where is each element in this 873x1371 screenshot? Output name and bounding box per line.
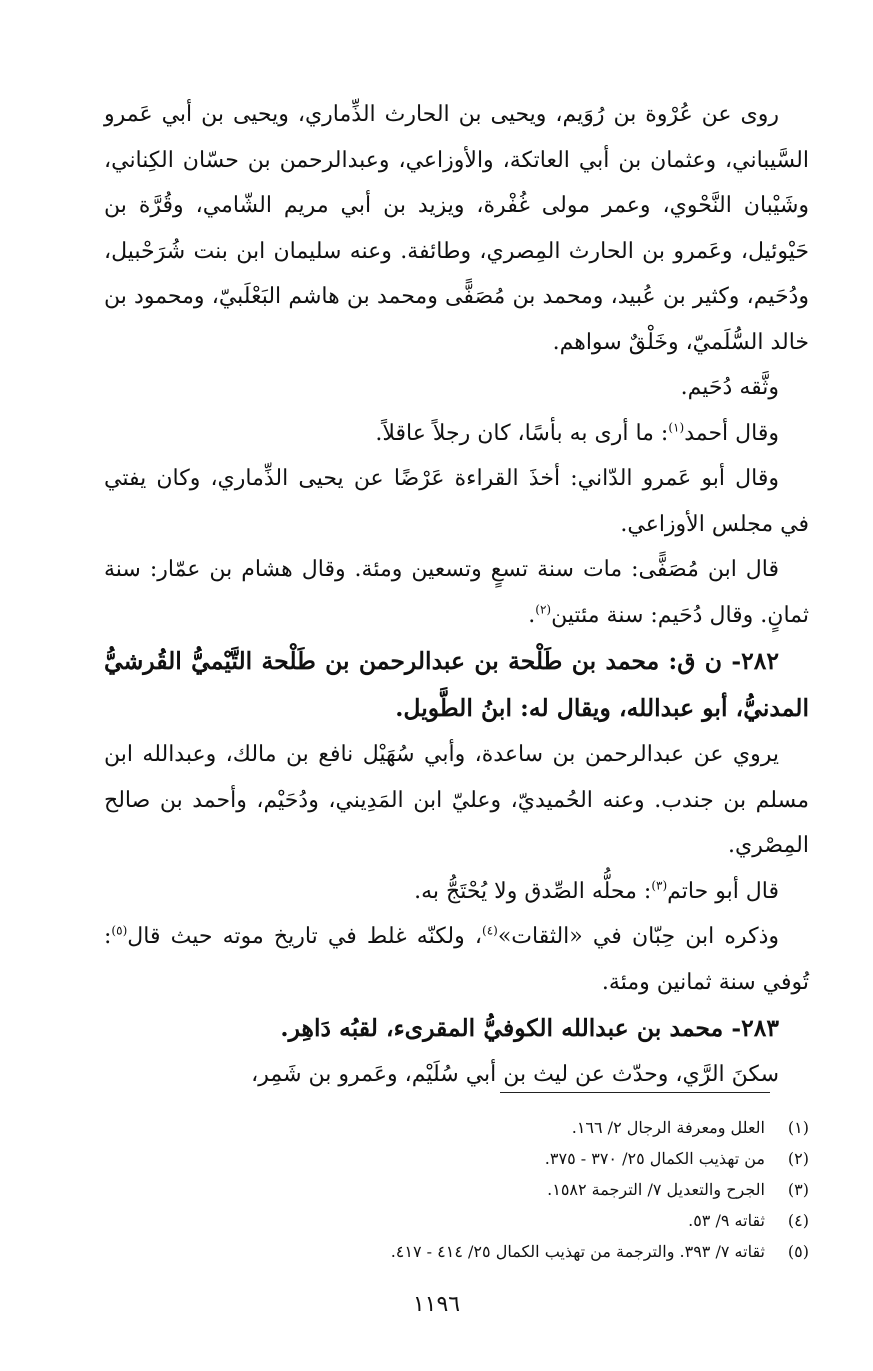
footnote-ref: (٥) <box>111 923 128 938</box>
footnotes <box>104 1112 809 1267</box>
entry-heading-283: ٢٨٣- محمد بن عبدالله الكوفيُّ المقرىء، لقبُه دَاهِر. <box>280 1014 779 1042</box>
footnote-text: العلل ومعرفة الرجال ٢/ ١٦٦. <box>571 1118 765 1137</box>
footnote-number: (٤) <box>787 1211 809 1230</box>
paragraph-text-cont: : تُوفي سنة ثمانين ومئة. <box>104 924 809 995</box>
paragraph-narrators: روى عن عُرْوة بن رُوَيم، ويحيى بن الحارث الذِّماري، ويحيى بن أبي عَمرو السَّيباني، وعثمان بن أبي العاتكة، والأوزاعي، وعبدالرحمن بن حسّان الكِناني، وشَيْبان النَّحْوي، وعمر مولى غُفْرة، ويزيد بن أبي مريم الشّامي، وقُرَّة بن حَيْوئيل، وعَمرو بن الحارث المِصري، وطائفة. وعنه سليمان ابن بنت شُرَحْبيل، ودُحَيم، وكثير بن عُبيد، ومحمد بن مُصَفًّى ومحمد بن هاشم البَعْلَبيّ، ومحمود بن خالد السُّلَميّ، وخَلْقٌ سواهم. <box>104 102 809 355</box>
footnote-text: ثقاته ٩/ ٥٣. <box>688 1211 765 1230</box>
footnote-ref: (١) <box>668 420 685 435</box>
main-text <box>104 92 809 1098</box>
footnote-ref: (٢) <box>535 602 552 617</box>
paragraph-text-cont: ، ولكنّه غلط في تاريخ موته حيث قال <box>127 924 482 949</box>
footnote-number: (١) <box>787 1118 809 1137</box>
paragraph-text: وقال أحمد <box>684 420 779 446</box>
footnote-text: من تهذيب الكمال ٢٥/ ٣٧٠ - ٣٧٥. <box>544 1149 765 1168</box>
footnote-item <box>104 1174 809 1205</box>
footnote-item <box>104 1205 809 1236</box>
paragraph-abu-hatim <box>104 869 809 915</box>
paragraph-residence: سكنَ الرَّي، وحدّث عن ليث بن أبي سُلَيْم، وعَمرو بن شَمِر، <box>251 1062 779 1087</box>
footnote-number: (٣) <box>787 1180 809 1199</box>
paragraph-death-date <box>104 547 809 638</box>
footnote-item <box>104 1143 809 1174</box>
entry-heading-282: ٢٨٢- ن ق: محمد بن طَلْحة بن عبدالرحمن بن طَلْحة التَّيْميُّ القُرشيُّ المدنيُّ، أبو عبدالله، ويقال له: ابنُ الطَّويل. <box>104 647 809 722</box>
footnote-number: (٥) <box>787 1242 809 1261</box>
footnote-text: ثقاته ٧/ ٣٩٣. والترجمة من تهذيب الكمال ٢٥/ ٤١٤ - ٤١٧. <box>390 1242 765 1261</box>
footnote-divider <box>500 1092 770 1093</box>
paragraph-dani: وقال أبو عَمرو الدّاني: أخذَ القراءة عَرْضًا عن يحيى الذِّماري، وكان يفتي في مجلس الأوزاعي. <box>104 466 809 537</box>
paragraph-tawthiq: وثَّقه دُحَيم. <box>680 375 779 400</box>
footnote-ref: (٣) <box>651 878 668 893</box>
paragraph-text: قال أبو حاتم <box>667 878 779 904</box>
page-number: ١١٩٦ <box>412 1292 461 1317</box>
paragraph-text-cont: : ما أرى به بأسًا، كان رجلاً عاقلاً. <box>375 420 669 446</box>
footnote-number: (٢) <box>787 1149 809 1168</box>
paragraph-text: قال ابن مُصَفًّى: مات سنة تسعٍ وتسعين ومئة. وقال هشام بن عمّار: سنة ثمانٍ. وقال دُحَيم: سنة مئتين <box>104 557 809 628</box>
footnote-text: الجرح والتعديل ٧/ الترجمة ١٥٨٢. <box>547 1180 765 1199</box>
footnote-ref: (٤) <box>482 923 498 938</box>
footnote-item <box>104 1236 809 1267</box>
paragraph-ahmad <box>104 411 809 457</box>
paragraph-ibn-hibban <box>104 914 809 1005</box>
paragraph-text-cont: : محلُّه الصِّدق ولا يُحْتَجُّ به. <box>414 878 652 904</box>
paragraph-text: وذكره ابن حِبّان في «الثقات» <box>497 924 779 949</box>
paragraph-text-cont: . <box>528 602 536 628</box>
paragraph-narrates-from: يروي عن عبدالرحمن بن ساعدة، وأبي سُهَيْل نافع بن مالك، وعبدالله ابن مسلم بن جندب. وعنه الحُميديّ، وعليّ ابن المَدِيني، ودُحَيْم، وأحمد بن صالح المِصْري. <box>104 742 809 858</box>
footnote-item <box>104 1112 809 1143</box>
